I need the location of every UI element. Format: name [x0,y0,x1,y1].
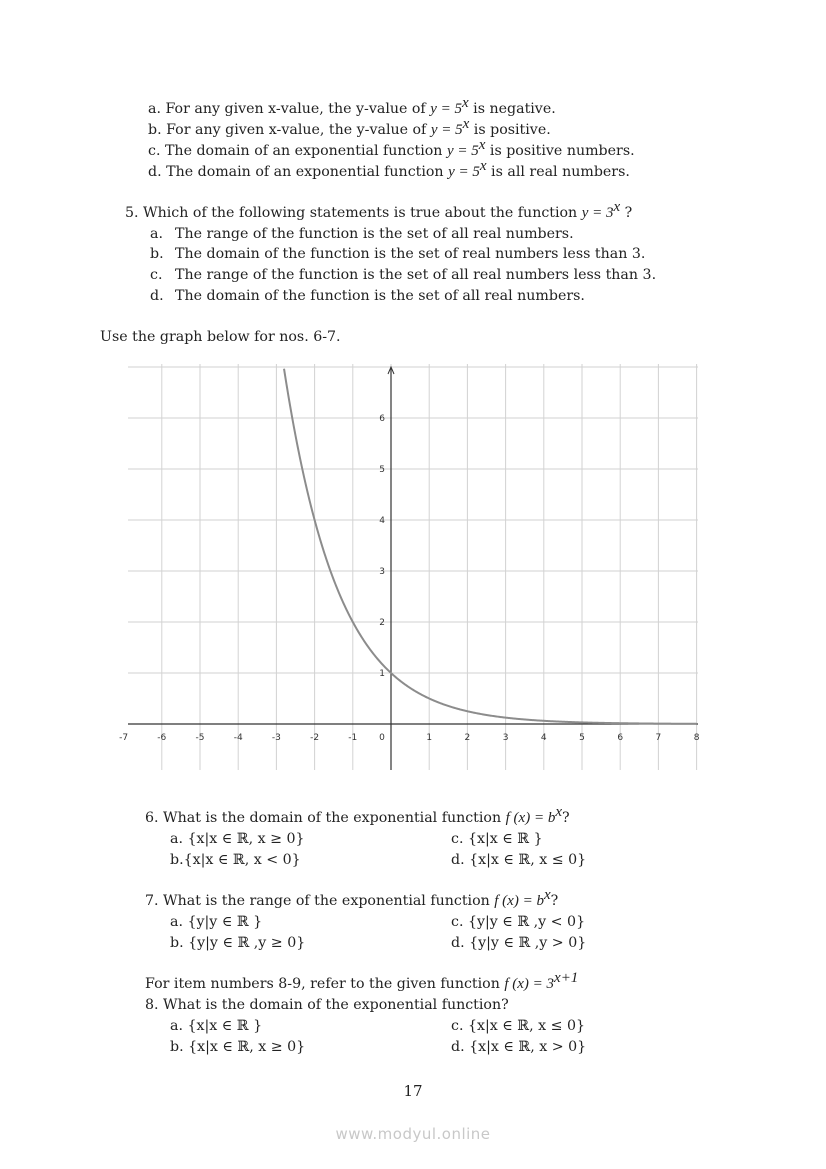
q5-option-d-letter: d. [150,288,164,304]
q5-option-b-letter: b. [150,246,164,262]
x-tick-label: 7 [655,733,662,743]
q4-option-c-equation: y = 5 [446,143,479,159]
x-tick-labels [119,733,700,743]
q4-option-a-tail: is negative. [468,101,556,117]
q5-option-c [150,265,656,285]
q5-option-a-text: The range of the function is the set of all real numbers. [175,226,574,242]
q5-stem-text: 5. Which of the following statements is true about the function [125,205,582,221]
q5-option-d [150,286,585,306]
exponential-curve [284,369,697,724]
curve-point [696,723,697,724]
q6-stem-text: 6. What is the domain of the exponential function [145,810,506,826]
q5-option-a-letter: a. [150,226,163,242]
q7-equation: f (x) = b [494,893,544,909]
x-tick-label: 5 [579,733,585,743]
x-tick-label: 4 [540,733,547,743]
q7-option-c: c. {y|y ∈ ℝ ,y < 0} [451,914,586,930]
q8-option-d: d. {x|x ∈ ℝ, x > 0} [451,1039,587,1055]
q4-option-b-text: b. For any given x-value, the y-value of [148,122,431,138]
curve-point [352,621,353,622]
q4-option-a [148,95,556,119]
curve-point [658,723,659,724]
q4-option-c [148,137,635,161]
curve-point [505,717,506,718]
x-tick-label: 3 [502,733,509,743]
horizontal-gridlines [128,367,698,724]
x-tick-label: 0 [379,733,385,743]
x-tick-label: 2 [464,733,471,743]
q7-stem [145,887,559,911]
q4-option-a-exponent: x [461,95,469,111]
q7-option-d: d. {y|y ∈ ℝ ,y > 0} [451,935,587,951]
q7-stem-tail: ? [550,893,559,909]
q7-stem-text: 7. What is the range of the exponential function [145,893,495,909]
vertical-gridlines [162,364,697,770]
q4-option-b-tail: is positive. [469,122,551,138]
axes [128,367,698,770]
q6-option-a: a. {x|x ∈ ℝ, x ≥ 0} [170,831,305,847]
curve-point [314,519,315,520]
q7-exponent: x [543,887,551,903]
x-tick-label: -3 [271,733,281,743]
q4-option-c-text: c. The domain of an exponential function [148,143,447,159]
q6-option-c: c. {x|x ∈ ℝ } [451,831,543,847]
q6-option-b: b.{x|x ∈ ℝ, x < 0} [170,852,301,868]
x-tick-label: 6 [617,733,624,743]
q6-stem-tail: ? [561,810,570,826]
q5-stem [125,199,633,223]
q8-option-c: c. {x|x ∈ ℝ, x ≤ 0} [451,1018,586,1034]
q4-option-b [148,116,551,140]
q4-option-c-tail: is positive numbers. [485,143,635,159]
q4-option-d-equation: y = 5 [448,164,480,180]
q7-option-b: b. {y|y ∈ ℝ ,y ≥ 0} [170,935,306,951]
q5-option-c-letter: c. [150,267,163,283]
q8-option-a: a. {x|x ∈ ℝ } [170,1018,263,1034]
y-tick-label: 4 [379,516,385,526]
x-tick-label: 1 [426,733,433,743]
y-tick-label: 6 [379,414,385,424]
q6-option-d: d. {x|x ∈ ℝ, x ≤ 0} [451,852,587,868]
q5-option-b [150,244,645,264]
x-tick-label: -7 [119,733,129,743]
q8-intro-text: For item numbers 8-9, refer to the given function [145,976,505,992]
q4-option-d-tail: is all real numbers. [486,164,630,180]
q4-option-a-text: a. For any given x-value, the y-value of [148,101,431,117]
y-tick-label: 1 [379,669,385,679]
curve-point [283,368,284,369]
q5-option-d-text: The domain of the function is the set of all real numbers. [175,288,585,304]
q8-option-b: b. {x|x ∈ ℝ, x ≥ 0} [170,1039,306,1055]
q8-stem: 8. What is the domain of the exponential function? [145,997,509,1013]
curve-point [620,723,621,724]
x-tick-label: -6 [157,733,167,743]
q4-option-a-equation: y = 5 [430,101,462,117]
exponential-curve-group [283,368,697,724]
q7-option-a: a. {y|y ∈ ℝ } [170,914,263,930]
x-tick-label: -4 [233,733,243,743]
exponential-graph [119,364,700,776]
q5-equation: y = 3 [581,205,614,221]
q4-option-d-text: d. The domain of an exponential function [148,164,449,180]
graph-instruction: Use the graph below for nos. 6-7. [100,329,341,345]
q6-equation: f (x) = b [505,810,556,826]
q5-option-a [150,224,574,244]
q5-option-c-text: The range of the function is the set of all real numbers less than 3. [175,267,657,283]
watermark: www.modyul.online [335,1125,491,1143]
y-tick-labels [379,414,385,679]
q8-intro-exponent: x+1 [554,970,579,986]
y-tick-label: 5 [379,465,385,475]
q8-intro [145,970,579,994]
y-tick-label: 2 [379,618,385,628]
q5-option-b-text: The domain of the function is the set of real numbers less than 3. [175,246,646,262]
x-tick-label: 8 [693,733,700,743]
curve-point [467,711,468,712]
q4-option-c-exponent: x [478,137,486,153]
curve-point [429,698,430,699]
q4-option-b-equation: y = 5 [430,122,463,138]
curve-point [390,672,391,673]
curve-point [581,722,582,723]
x-tick-label: -1 [348,733,358,743]
q4-option-d [148,158,630,182]
q5-stem-tail: ? [620,205,633,221]
q4-option-d-exponent: x [479,158,487,174]
x-tick-label: -5 [195,733,205,743]
page-number: 17 [403,1082,423,1100]
q6-stem [145,804,570,828]
q6-exponent: x [555,804,562,820]
q5-exponent: x [613,199,621,215]
x-tick-label: -2 [310,733,320,743]
y-tick-label: 3 [379,567,385,577]
curve-point [543,720,544,721]
q8-intro-equation: f (x) = 3 [504,976,555,992]
q4-option-b-exponent: x [462,116,470,132]
